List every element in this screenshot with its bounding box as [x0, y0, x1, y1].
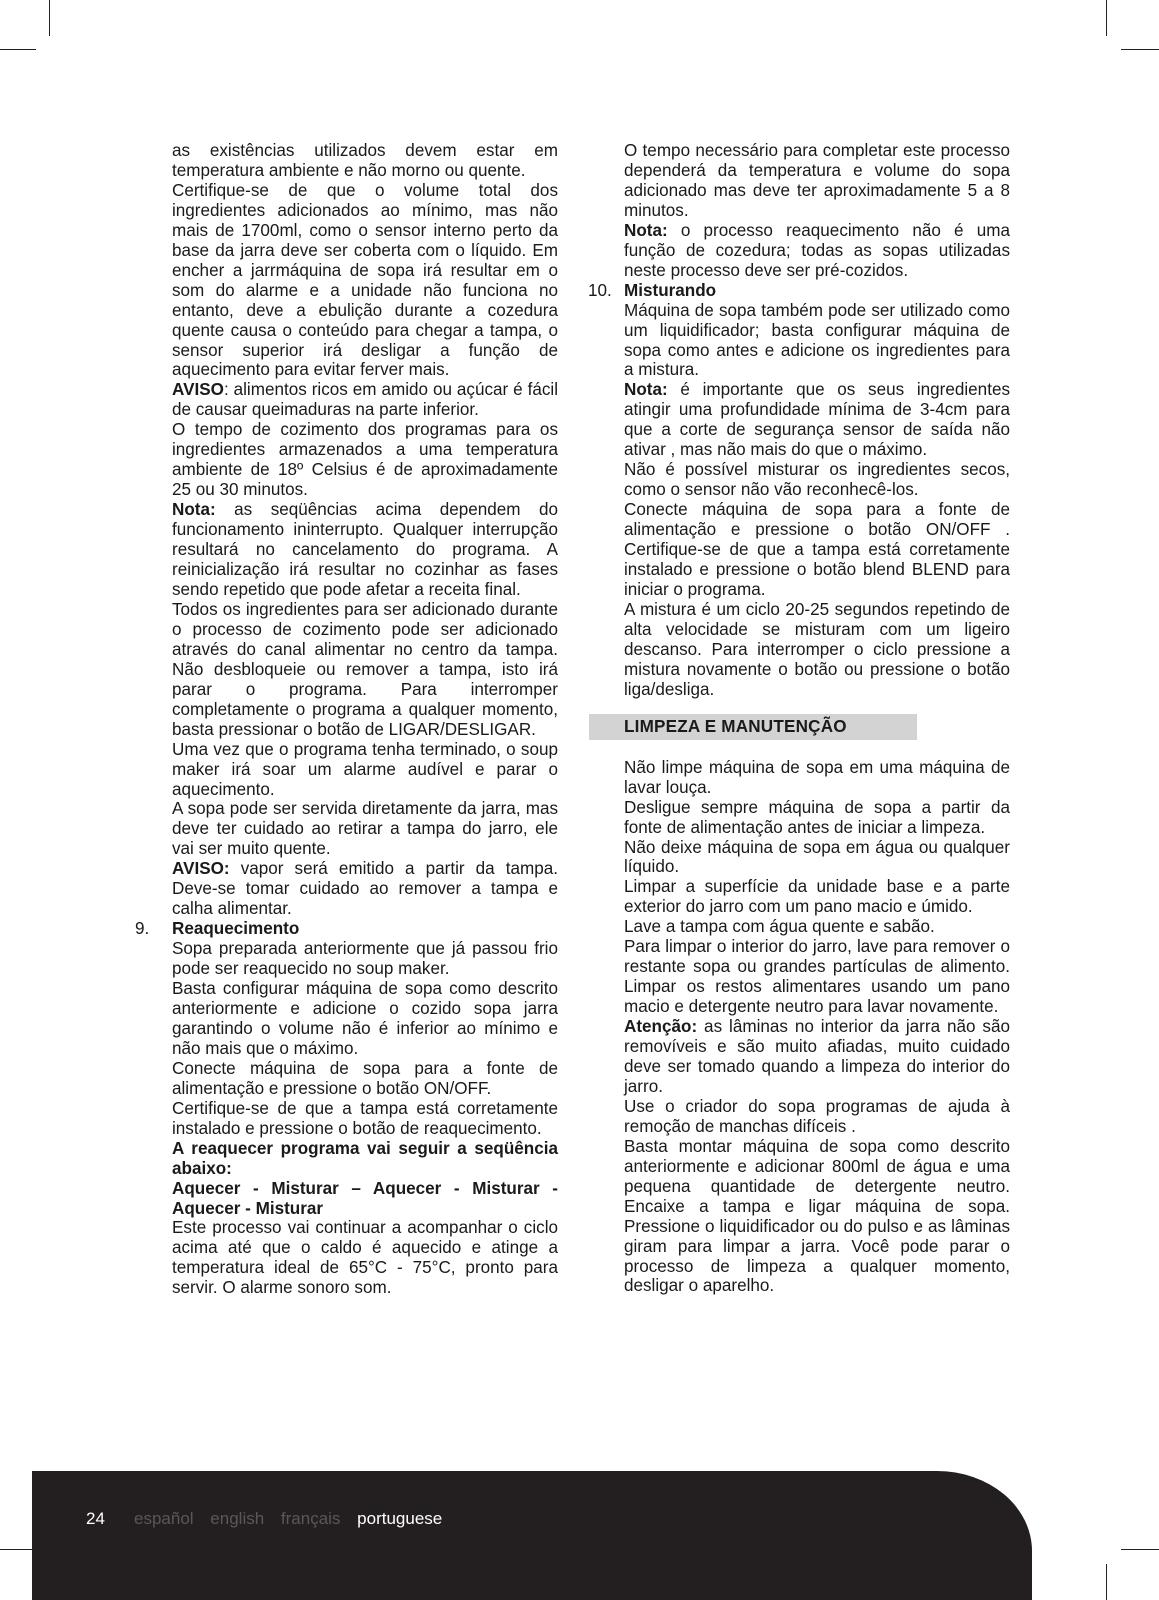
warning-paragraph: [172, 380, 558, 420]
note-label: Nota:: [624, 380, 668, 400]
paragraph: Basta montar máquina de sopa como descrito anteriormente e adicionar 800ml de água e uma pequena quantidade de detergente neutro. Encaixe a tampa e ligar máquina de sopa. Pressione o liquidificador ou do pulso e as lâminas giram para limpar a jarra. Você pode parar o processo de limpeza a qualquer momento, desligar o aparelho.: [624, 1136, 1010, 1296]
paragraph: Limpar a superfície da unidade base e a parte exterior do jarro com um pano macio e úmido.: [624, 877, 1010, 917]
paragraph: Não limpe máquina de sopa em uma máquina de lavar louça.: [624, 757, 1010, 797]
paragraph: Conecte máquina de sopa para a fonte de alimentação e pressione o botão ON/OFF . Certifique-se de que a tampa está corretamente instalado e pressione o botão blend BLEND para iniciar o programa.: [624, 500, 1010, 599]
crop-mark: [1106, 1564, 1107, 1600]
left-column: [135, 141, 558, 1298]
paragraph: Máquina de sopa também pode ser utilizado como um liquidificador; basta configurar máquina de sopa como antes e adicione os ingredientes para a mistura.: [624, 300, 1010, 380]
page-footer: [32, 1471, 1032, 1600]
caution-text: as lâminas no interior da jarra não são removíveis e são muito afiadas, muito cuidado deve ser tomado quando a limpeza do interior do jarro.: [624, 1017, 1010, 1096]
paragraph: as existências utilizados devem estar em temperatura ambiente e não morno ou quente.: [172, 141, 558, 180]
crop-mark: [0, 1549, 36, 1550]
paragraph: Use o criador do sopa programas de ajuda à remoção de manchas difíceis .: [624, 1096, 1010, 1136]
paragraph: Uma vez que o programa tenha terminado, o soup maker irá soar um alarme audível e parar o aquecimento.: [172, 739, 558, 799]
note-paragraph: [172, 500, 558, 600]
paragraph: Lave a tampa com água quente e sabão.: [624, 917, 935, 937]
note-label: Nota:: [624, 220, 668, 240]
note-text: é importante que os seus ingredientes atingir uma profundidade mínima de 3-4cm para que a corte de segurança sensor de saída não ativar , mas não mais do que o máximo.: [624, 380, 1010, 460]
crop-mark: [49, 0, 50, 36]
paragraph: Certifique-se de que a tampa está corretamente instalado e pressione o botão de reaquecimento.: [172, 1098, 558, 1138]
crop-mark: [1121, 1549, 1159, 1550]
note-paragraph: [624, 380, 1010, 460]
paragraph: Não deixe máquina de sopa em água ou qualquer líquido.: [624, 837, 1010, 877]
paragraph: Basta configurar máquina de sopa como descrito anteriormente e adicione o cozido sopa jarra garantindo o volume não é inferior ao mínimo e não mais que o máximo.: [172, 979, 558, 1058]
paragraph-bold: A reaquecer programa vai seguir a seqüência abaixo:: [172, 1138, 558, 1178]
warning-paragraph: [172, 859, 558, 919]
crop-mark: [0, 49, 36, 50]
page-number: 24: [86, 1509, 105, 1528]
paragraph: O tempo de cozimento dos programas para os ingredientes armazenados a uma temperatura ambiente de 18º Celsius é de aproximadamente 25 ou 30 minutos.: [172, 420, 558, 500]
paragraph: Todos os ingredientes para ser adicionado durante o processo de cozimento pode ser adicionado através do canal alimentar no centro da tampa. Não desbloqueie ou remover a tampa, isto irá parar o programa. Para interromper completamente o programa a qualquer momento, basta pressionar o botão de LIGAR/DESLIGAR.: [172, 599, 558, 739]
warning-text: : alimentos ricos em amido ou açúcar é fácil de causar queimaduras na parte inferior.: [172, 380, 558, 420]
language-french: français: [280, 1509, 341, 1528]
paragraph: Não é possível misturar os ingredientes secos, como o sensor não vão reconhecê-los.: [624, 460, 1010, 500]
right-column: [588, 141, 1010, 1296]
note-paragraph: [624, 221, 1010, 281]
warning-label: AVISO: [172, 380, 224, 400]
warning-text: vapor será emitido a partir da tampa. Deve-se tomar cuidado ao remover a tampa e calha alimentar.: [172, 859, 558, 919]
language-english: english: [210, 1509, 265, 1528]
paragraph: Desligue sempre máquina de sopa a partir da fonte de alimentação antes de iniciar a limpeza.: [624, 797, 1010, 837]
language-list: [134, 1509, 454, 1529]
paragraph: Para limpar o interior do jarro, lave para remover o restante sopa ou grandes partículas de alimento. Limpar os restos alimentares usando um pano macio e detergente neutro para lavar novamente.: [624, 937, 1010, 1017]
note-text: as seqüências acima dependem do funcionamento ininterrupto. Qualquer interrupção resultará no cancelamento do programa. A reinicialização irá resultar no cozinhar as fases sendo repetido que pode afetar a receita final.: [172, 500, 558, 599]
crop-mark: [1106, 0, 1107, 36]
paragraph: A sopa pode ser servida diretamente da jarra, mas deve ter cuidado ao retirar a tampa do jarro, ele vai ser muito quente.: [172, 799, 558, 859]
paragraph: Este processo vai continuar a acompanhar o ciclo acima até que o caldo é aquecido e atinge a temperatura ideal de 65°C - 75°C, pronto para servir. O alarme sonoro som.: [172, 1218, 558, 1298]
language-spanish: español: [134, 1509, 194, 1528]
section-heading-cleaning: LIMPEZA E MANUTENÇÃO: [589, 714, 917, 740]
note-text: o processo reaquecimento não é uma função de cozedura; todas as sopas utilizadas neste processo deve ser pré-cozidos.: [624, 220, 1010, 280]
section-10-heading: [588, 280, 1010, 301]
sequence-text: Aquecer - Misturar – Aquecer - Misturar - Aquecer - Misturar: [172, 1178, 558, 1218]
section-title: Reaquecimento: [172, 919, 300, 939]
paragraph: O tempo necessário para completar este processo dependerá da temperatura e volume do sopa adicionado mas deve ter aproximadamente 5 a 8 minutos.: [624, 141, 1010, 220]
paragraph: A mistura é um ciclo 20-25 segundos repetindo de alta velocidade se misturam com um ligeiro descanso. Para interromper o ciclo pressione a mistura novamente o botão ou pressione o botão liga/desliga.: [624, 599, 1010, 699]
caution-label: Atenção:: [624, 1017, 698, 1037]
section-title: Misturando: [624, 280, 717, 300]
section-number: 10.: [588, 280, 612, 300]
section-number: 9.: [135, 919, 150, 939]
paragraph: Conecte máquina de sopa para a fonte de alimentação e pressione o botão ON/OFF.: [172, 1058, 558, 1098]
note-label: Nota:: [172, 500, 216, 520]
paragraph: Sopa preparada anteriormente que já passou frio pode ser reaquecido no soup maker.: [172, 939, 558, 979]
language-portuguese: portuguese: [357, 1509, 443, 1528]
paragraph: Certifique-se de que o volume total dos ingredientes adicionados ao mínimo, mas não mais de 1700ml, como o sensor interno perto da base da jarra deve ser coberta com o líquido. Em encher a jarrmáquina de sopa irá resultar em o som do alarme e a unidade não funciona no entanto, deve a ebulição durante a cozedura quente causa o conteúdo para chegar a tampa, o sensor superior irá desligar a função de aquecimento para evitar ferver mais.: [172, 180, 558, 380]
crop-mark: [1121, 49, 1159, 50]
section-9-heading: [135, 919, 558, 939]
warning-label: AVISO:: [172, 859, 230, 879]
caution-paragraph: [624, 1017, 1010, 1097]
